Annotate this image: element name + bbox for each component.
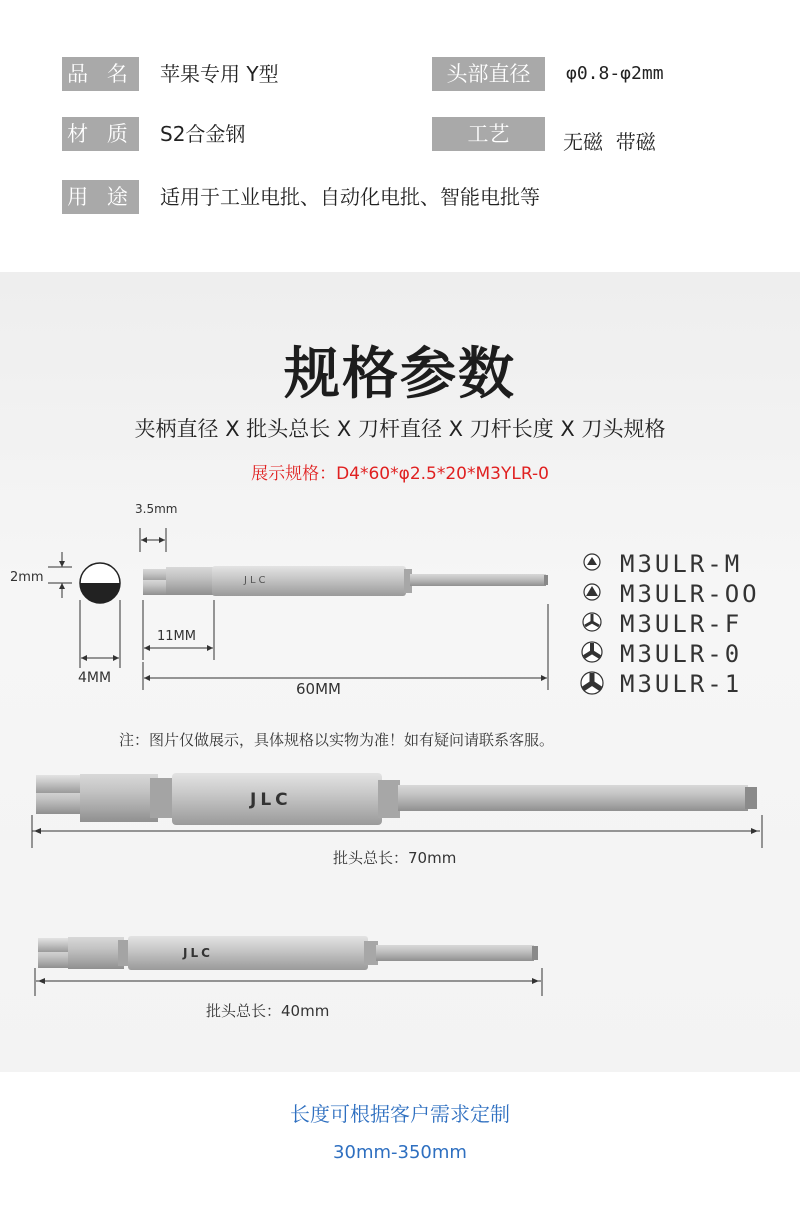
material-label: 材 质 [62,117,139,151]
model-f: M3ULR-F [620,610,743,638]
model-m: M3ULR-M [620,550,743,578]
brand-40mm: JLC [183,946,213,960]
bit-40mm [35,936,542,996]
dim-2mm [48,552,72,598]
length-70mm-label: 批头总长：70mm [333,849,457,867]
model-icon-0 [582,642,602,662]
model-icon-1 [581,672,603,694]
model-1: M3ULR-1 [620,670,743,698]
section-subtitle: 夹柄直径 X 批头总长 X 刀杆直径 X 刀杆长度 X 刀头规格 [134,417,666,441]
cross-section [80,563,120,668]
length-range: 30mm-350mm [333,1142,467,1163]
brand-70mm: JLC [250,790,292,810]
craft-label: 工艺 [432,117,545,151]
usage-value: 适用于工业电批、自动化电批、智能电批等 [160,185,540,209]
model-oo: M3ULR-OO [620,580,760,608]
length-40mm-label: 批头总长：40mm [206,1002,330,1020]
dim-11-label: 11MM [157,629,196,644]
section-title: 规格参数 [284,342,516,407]
head-diameter-label: 头部直径 [432,57,545,91]
dim-3-5 [140,528,166,552]
model-icon-f [583,613,601,631]
model-icon-oo [584,584,600,600]
dim-3-5-label: 3.5mm [135,502,178,516]
head-diameter-value: φ0.8-φ2mm [566,63,664,84]
brand-small: JLC [244,575,269,586]
model-icon-m [584,554,600,570]
model-0: M3ULR-0 [620,640,743,668]
dim-60-label: 60MM [296,680,341,698]
dim-60 [143,604,548,690]
name-label: 品 名 [62,57,139,91]
dim-2mm-label: 2mm [10,570,44,585]
custom-length-text: 长度可根据客户需求定制 [290,1102,510,1126]
name-value: 苹果专用 Y型 [160,62,279,86]
small-bit [143,566,548,596]
craft-value: 无磁 带磁 [563,130,656,154]
usage-label: 用 途 [62,180,139,214]
dim-4-label: 4MM [78,670,112,686]
disclaimer-note: 注：图片仅做展示，具体规格以实物为准！如有疑问请联系客服。 [119,731,555,749]
material-value: S2合金钢 [160,122,246,146]
bit-70mm [32,773,762,848]
display-spec: 展示规格：D4*60*φ2.5*20*M3YLR-0 [251,464,549,484]
